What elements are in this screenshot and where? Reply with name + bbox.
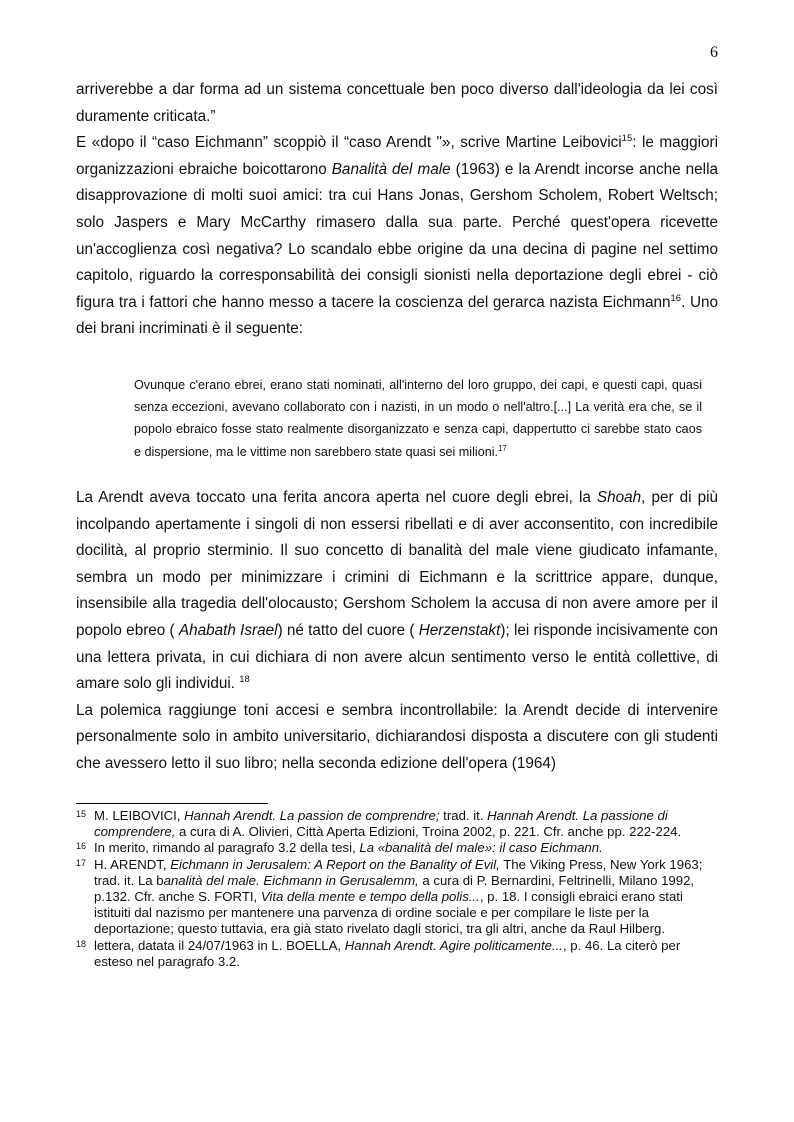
text-run: M. LEIBOVICI,	[94, 808, 185, 823]
book-title: Hannah Arendt. La passione di comprendere,	[94, 808, 668, 840]
text-run: a cura di A. Olivieri, Città Aperta Edizioni, Troina 2002, p. 221. Cfr. anche pp. 222-224.	[175, 824, 682, 840]
text-run: ); lei risponde incisivamente con una lettera privata, in cui dichiara di non avere alcun sentimento verso le entità collettive, di amare solo gli individui.	[76, 621, 719, 693]
text-run: The Viking Press, New York 1963; trad. it. La b	[94, 856, 703, 888]
text-run: a cura di P. Bernardini, Feltrinelli, Milano 1992, p.132. Cfr. anche S. FORTI,	[94, 872, 695, 905]
text-run: , p. 18. I consigli ebraici erano stati istituiti dal nazismo per mantenere una parvenza di ordine sociale e per compilare le liste per la deportazione; questo tuttavia, era già stato rivelato dagli storici, tra gli altri, anche da Raul Hilberg.	[94, 889, 683, 937]
block-quote	[134, 374, 702, 463]
footnote-17	[76, 857, 716, 938]
text-run: H. ARENDT,	[94, 856, 171, 872]
footnotes	[76, 808, 716, 970]
quote-text: Ovunque c'erano ebrei, erano stati nominati, all'interno del loro gruppo, dei capi, e questi capi, quasi senza eccezioni, avevano collaborato con i nazisti, in un modo o nell'altro.[...] La verità era che, se il popolo ebraico fosse stato realmente disorganizzato e senza capi, dappertutto ci sarebbe stato caos e dispersione, ma le vittime non sarebbero state quasi sei milioni.	[134, 378, 702, 459]
footnote-separator	[76, 803, 268, 804]
body-paragraph-1	[76, 77, 718, 343]
paragraph-polemica	[76, 698, 718, 778]
paragraph-caso-arendt	[76, 130, 718, 343]
book-title: analità del male. Eichmann in Gerusalemm,	[163, 872, 419, 888]
footnote-ref-15[interactable]: 15	[621, 133, 633, 145]
footnote-ref-16[interactable]: 16	[670, 292, 682, 304]
paragraph-continuation	[76, 77, 718, 130]
book-title: La «banalità del male»: il caso Eichmann.	[359, 840, 603, 856]
footnote-ref-17[interactable]: 17	[498, 443, 507, 453]
italic-term: Ahabath Israel	[178, 621, 278, 639]
footnote-number: 16	[76, 841, 87, 852]
book-title: Hannah Arendt. Agire politicamente...	[344, 937, 563, 953]
footnote-number: 17	[76, 857, 87, 868]
text-run: lettera, datata il 24/07/1963 in L. BOELLA,	[94, 937, 345, 953]
text-run: E «dopo il “caso Eichmann” scoppiò il “caso Arendt "», scrive Martine Leibovici	[76, 134, 622, 152]
text-run: ) né tatto del cuore (	[277, 621, 419, 639]
body-paragraph-2	[76, 485, 718, 778]
footnote-ref-18[interactable]: 18	[239, 674, 250, 686]
book-title: Eichmann in Jerusalem: A Report on the Banality of Evil,	[170, 856, 500, 872]
text-run: La Arendt aveva toccato una ferita ancora aperta nel cuore degli ebrei, la	[76, 489, 597, 506]
footnote-18	[76, 938, 716, 970]
text-run: La polemica raggiunge toni accesi e sembra incontrollabile: la Arendt decide di intervenire personalmente solo in ambito universitario, dichiarandosi disposta a discutere con gli studenti che avessero letto il suo libro; nella seconda edizione dell'opera (1964)	[76, 701, 718, 772]
italic-term: Herzenstakt	[418, 621, 501, 639]
book-title: Hannah Arendt. La passion de comprendre;	[184, 808, 440, 823]
text-run: (1963) e la Arendt incorse anche nella disapprovazione di molti suoi amici: tra cui Hans Jonas, Gershom Scholem, Robert Weltsch; solo Jaspers e Mary McCarthy rimasero dalla sua parte. Perché quest'opera ricevette un'accoglienza così negativa? Lo scandalo ebbe origine da una decina di pagine nel settimo capitolo, riguardo la corresponsabilità dei consigli sionisti nella deportazione degli ebrei - ciò figura tra i fattori che hanno messo a tacere la coscienza del gerarca nazista Eichmann	[76, 160, 718, 311]
text-run: arriverebbe a dar forma ad un sistema concettuale ben poco diverso dall'ideologia da lei così duramente criticata.”	[76, 81, 718, 125]
text-run: . Uno dei brani incriminati è il seguente:	[76, 293, 719, 338]
footnote-15	[76, 808, 716, 840]
text-run: trad. it.	[439, 808, 488, 823]
footnote-16	[76, 840, 716, 856]
text-run: , per di più incolpando apertamente i singoli di non essersi ribellati e di aver acconsentito, con incredibile docilità, al proprio sterminio. Il suo concetto di banalità del male viene giudicato infamante, sembra un modo per minimizzare i crimini di Eichmann e la scrittrice appare, dunque, insensibile alla tragedia dell'olocausto; Gershom Scholem la accusa di non avere amore per il popolo ebreo (	[76, 489, 718, 639]
book-title: Vita della mente e tempo della polis...	[260, 889, 480, 905]
italic-term: Shoah	[596, 489, 642, 506]
book-title: Banalità del male	[331, 160, 451, 178]
footnote-number: 18	[76, 938, 87, 949]
footnote-number: 15	[76, 809, 87, 819]
text-run: , p. 46. La citerò per esteso nel paragrafo 3.2.	[94, 937, 681, 969]
text-run: In merito, rimando al paragrafo 3.2 della tesi,	[94, 840, 360, 856]
text-run: : le maggiori organizzazioni ebraiche boicottarono	[76, 134, 719, 178]
page-number: 6	[710, 44, 718, 61]
paragraph-shoah	[76, 485, 718, 698]
